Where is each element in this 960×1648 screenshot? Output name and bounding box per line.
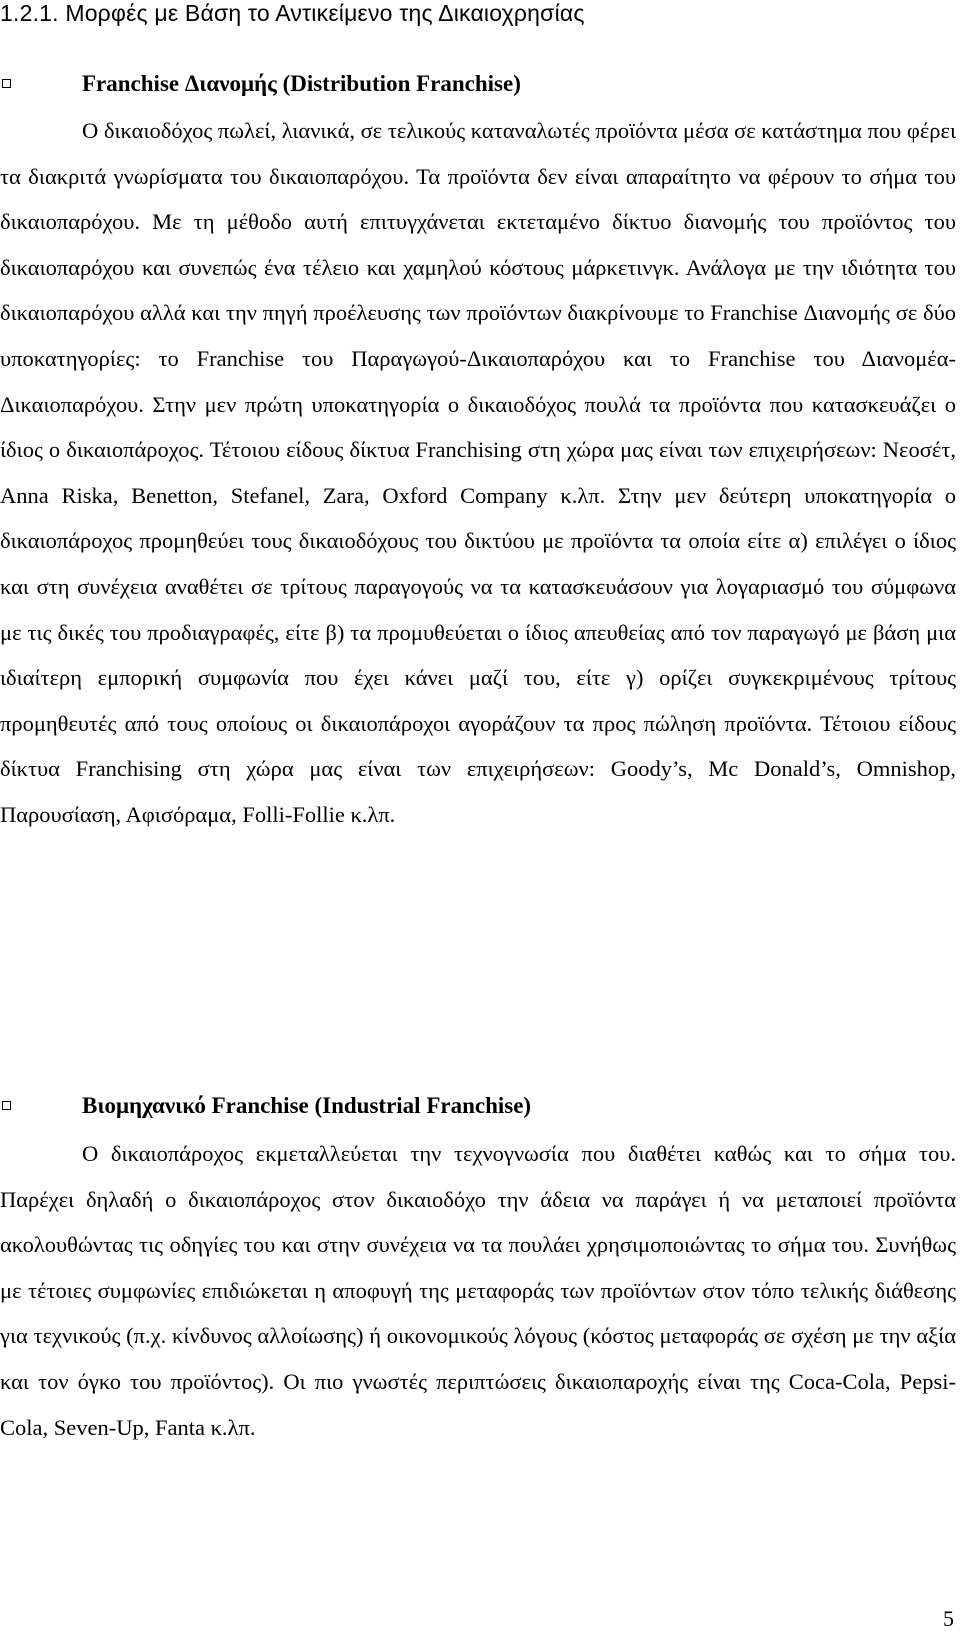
section-heading: 1.2.1. Μορφές με Βάση το Αντικείμενο της Δικαιοχρησίας bbox=[0, 0, 585, 26]
section-title: Franchise Διανομής (Distribution Franchise) bbox=[82, 71, 521, 96]
page-number: 5 bbox=[943, 1606, 954, 1631]
section-industrial-franchise bbox=[0, 1086, 956, 1450]
section-distribution-franchise bbox=[0, 64, 956, 838]
square-bullet-icon bbox=[2, 79, 11, 88]
section-body: Ο δικαιοδόχος πωλεί, λιανικά, σε τελικούς καταναλωτές προϊόντα μέσα σε κατάστημα που φέρει τα διακριτά γνωρίσματα του δικαιοπαρόχου. Τα προϊόντα δεν είναι απαραίτητο να φέρουν το σήμα του δικαιοπαρόχου. Με τη μέθοδο αυτή επιτυγχάνεται εκτεταμένο δίκτυο διανομής του προϊόντος του δικαιοπαρόχου και συνεπώς ένα τέλειο και χαμηλού κόστους μάρκετινγκ. Ανάλογα με την ιδιότητα του δικαιοπαρόχου αλλά και την πηγή προέλευσης των προϊόντων διακρίνουμε το Franchise Διανομής σε δύο υποκατηγορίες: το Franchise του Παραγωγού-Δικαιοπαρόχου και το Franchise του Διανομέα-Δικαιοπαρόχου. Στην μεν πρώτη υποκατηγορία ο δικαιοδόχος πουλά τα προϊόντα που κατασκευάζει ο ίδιος ο δικαιοπάροχος. Τέτοιου είδους δίκτυα Franchising στη χώρα μας είναι των επιχειρήσεων: Νεοσέτ, Anna Riska, Benetton, Stefanel, Zara, Oxford Company κ.λπ. Στην μεν δεύτερη υποκατηγορία ο δικαιοπάροχος προμηθεύει τους δικαιοδόχους του δικτύου με προϊόντα τα οποία είτε α) επιλέγει ο ίδιος και στη συνέχεια αναθέτει σε τρίτους παραγογούς να τα κατασκευάσουν για λογαριασμό του σύμφωνα με τις δικές του προδιαγραφές, είτε β) τα προμυθεύεται ο ίδιος απευθείας από τον παραγωγό με βάση μια ιδιαίτερη εμπορική συμφωνία που έχει κάνει μαζί του, είτε γ) ορίζει συγκεκριμένους τρίτους προμηθευτές από τους οποίους οι δικαιοπάροχοι αγοράζουν τα προς πώληση προϊόντα. Τέτοιου είδους δίκτυα Franchising στη χώρα μας είναι των επιχειρήσεων: Goody’s, Mc Donald’s, Omnishop, Παρουσίαση, Αφισόραμα, Folli-Follie κ.λπ. bbox=[0, 118, 956, 827]
section-title: Βιομηχανικό Franchise (Industrial Franchise) bbox=[82, 1093, 532, 1118]
section-body: Ο δικαιοπάροχος εκμεταλλεύεται την τεχνογνωσία που διαθέτει καθώς και το σήμα του. Παρέχει δηλαδή ο δικαιοπάροχος στον δικαιοδόχο την άδεια να παράγει ή να μεταποιεί προϊόντα ακολουθώντας τις οδηγίες του και στην συνέχεια να τα πουλάει χρησιμοποιώντας το σήμα του. Συνήθως με τέτοιες συμφωνίες επιδιώκεται η αποφυγή της μεταφοράς των προϊόντων στον τόπο τελικής διάθεσης για τεχνικούς (π.χ. κίνδυνος αλλοίωσης) ή οικονομικούς λόγους (κόστος μεταφοράς σε σχέση με την αξία και τον όγκο του προϊόντος). Οι πιο γνωστές περιπτώσεις δικαιοπαροχής είναι της Coca-Cola, Pepsi-Cola, Seven-Up, Fanta κ.λπ. bbox=[0, 1141, 956, 1440]
square-bullet-icon bbox=[2, 1101, 11, 1110]
